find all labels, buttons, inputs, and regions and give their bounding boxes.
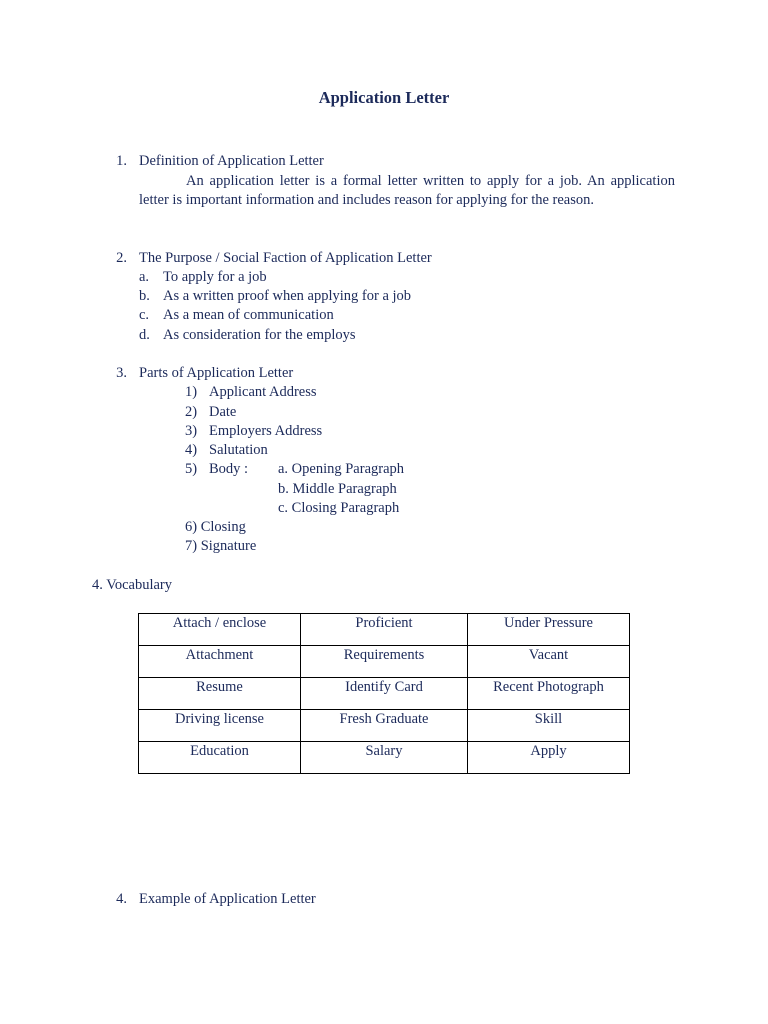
purpose-item: As a written proof when applying for a job bbox=[163, 288, 412, 304]
page-title: Application Letter bbox=[318, 88, 450, 107]
body-part: c. Closing Paragraph bbox=[278, 500, 400, 516]
table-row bbox=[139, 614, 630, 646]
part-item: Employers Address bbox=[209, 423, 323, 439]
table-row bbox=[139, 678, 630, 710]
section-1-number: 1. bbox=[116, 153, 127, 169]
part-item: Applicant Address bbox=[209, 384, 317, 400]
table-cell: Driving license bbox=[139, 710, 301, 742]
purpose-item-marker: a. bbox=[139, 269, 150, 285]
section-3-number: 3. bbox=[116, 365, 127, 381]
part-item-marker: 3) bbox=[185, 423, 198, 439]
vocabulary-table bbox=[138, 613, 630, 774]
purpose-item: As a mean of communication bbox=[163, 307, 334, 323]
purpose-item-marker: d. bbox=[139, 327, 150, 343]
part-item-marker: 2) bbox=[185, 404, 198, 420]
table-cell: Under Pressure bbox=[468, 614, 630, 646]
table-cell: Attachment bbox=[139, 646, 301, 678]
table-cell: Identify Card bbox=[301, 678, 468, 710]
table-cell: Resume bbox=[139, 678, 301, 710]
body-part: b. Middle Paragraph bbox=[278, 481, 397, 497]
table-cell: Education bbox=[139, 742, 301, 774]
part-item-marker: 1) bbox=[185, 384, 198, 400]
table-row bbox=[139, 646, 630, 678]
table-cell: Recent Photograph bbox=[468, 678, 630, 710]
table-cell: Salary bbox=[301, 742, 468, 774]
purpose-item-marker: c. bbox=[139, 307, 150, 323]
purpose-item: As consideration for the employs bbox=[163, 327, 356, 343]
table-cell: Proficient bbox=[301, 614, 468, 646]
vocabulary-heading: 4. Vocabulary bbox=[92, 577, 173, 593]
part-item: Date bbox=[209, 404, 237, 420]
part-closing: 6) Closing bbox=[185, 519, 246, 535]
table-cell: Attach / enclose bbox=[139, 614, 301, 646]
table-cell: Skill bbox=[468, 710, 630, 742]
section-1-paragraph bbox=[139, 172, 675, 211]
part-signature: 7) Signature bbox=[185, 538, 257, 554]
section-2-heading: The Purpose / Social Faction of Application Letter bbox=[139, 250, 432, 266]
table-cell: Vacant bbox=[468, 646, 630, 678]
section-1-heading: Definition of Application Letter bbox=[139, 153, 324, 169]
table-cell: Fresh Graduate bbox=[301, 710, 468, 742]
section-5-heading: Example of Application Letter bbox=[139, 891, 316, 907]
table-row bbox=[139, 742, 630, 774]
table-cell: Apply bbox=[468, 742, 630, 774]
body-part: a. Opening Paragraph bbox=[278, 461, 405, 477]
table-cell: Requirements bbox=[301, 646, 468, 678]
part-item-marker: 4) bbox=[185, 442, 198, 458]
section-2-number: 2. bbox=[116, 250, 127, 266]
section-1-paragraph-text: An application letter is a formal letter written to apply for a job. An application letter is important information and includes reason for applying for the reason. bbox=[139, 173, 675, 209]
purpose-item: To apply for a job bbox=[163, 269, 267, 285]
part-item: Body : bbox=[209, 461, 249, 477]
section-5-number: 4. bbox=[116, 891, 127, 907]
part-item-marker: 5) bbox=[185, 461, 198, 477]
section-3-heading: Parts of Application Letter bbox=[139, 365, 294, 381]
purpose-item-marker: b. bbox=[139, 288, 150, 304]
part-item: Salutation bbox=[209, 442, 268, 458]
table-row bbox=[139, 710, 630, 742]
